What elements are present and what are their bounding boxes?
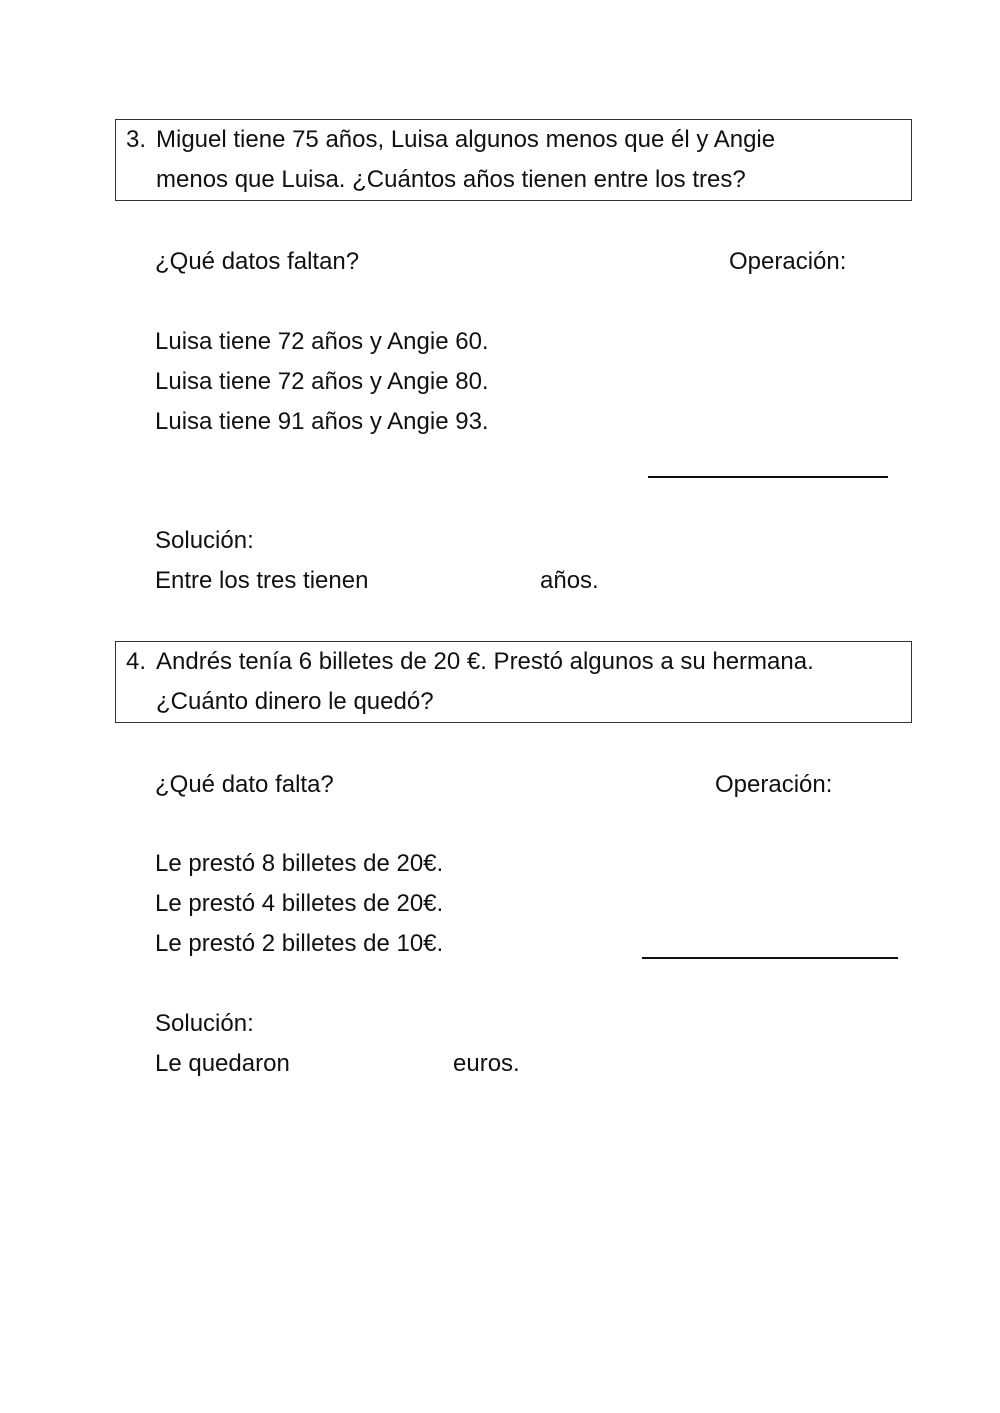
problem-4-question-line-2: ¿Cuánto dinero le quedó?: [156, 688, 434, 715]
problem-4-solution-label: Solución:: [155, 1010, 254, 1037]
problem-4-option-2[interactable]: Le prestó 4 billetes de 20€.: [155, 890, 444, 917]
problem-3-solution-label: Solución:: [155, 527, 254, 554]
problem-4-question-line-1: Andrés tenía 6 billetes de 20 €. Prestó algunos a su hermana.: [156, 648, 814, 675]
problem-4-operation-answer-line[interactable]: [642, 957, 898, 959]
problem-3-operation-label: Operación:: [729, 248, 847, 275]
problem-3-number: 3.: [126, 126, 147, 153]
problem-4-operation-label: Operación:: [715, 771, 833, 798]
problem-3-option-1[interactable]: Luisa tiene 72 años y Angie 60.: [155, 328, 489, 355]
problem-3-option-2[interactable]: Luisa tiene 72 años y Angie 80.: [155, 368, 489, 395]
problem-4-number: 4.: [126, 648, 147, 675]
problem-3-answer-blank[interactable]: [412, 561, 532, 601]
problem-4-answer-prefix: Le quedaron: [155, 1050, 290, 1077]
problem-4-answer-blank[interactable]: [318, 1044, 446, 1084]
problem-4-question-box: [115, 641, 912, 723]
problem-3-missing-data-prompt: ¿Qué datos faltan?: [155, 248, 360, 275]
problem-4-option-3[interactable]: Le prestó 2 billetes de 10€.: [155, 930, 444, 957]
problem-3-answer-suffix: años.: [540, 567, 599, 594]
problem-3-answer-prefix: Entre los tres tienen: [155, 567, 369, 594]
problem-3-operation-answer-line[interactable]: [648, 476, 888, 478]
problem-4-answer-suffix: euros.: [453, 1050, 520, 1077]
problem-3-question-line-1: Miguel tiene 75 años, Luisa algunos menos que él y Angie: [156, 126, 776, 153]
problem-4-missing-data-prompt: ¿Qué dato falta?: [155, 771, 334, 798]
problem-4-option-1[interactable]: Le prestó 8 billetes de 20€.: [155, 850, 444, 877]
problem-3-question-line-2: menos que Luisa. ¿Cuántos años tienen entre los tres?: [156, 166, 746, 193]
problem-3-option-3[interactable]: Luisa tiene 91 años y Angie 93.: [155, 408, 489, 435]
problem-3-question-box: [115, 119, 912, 201]
